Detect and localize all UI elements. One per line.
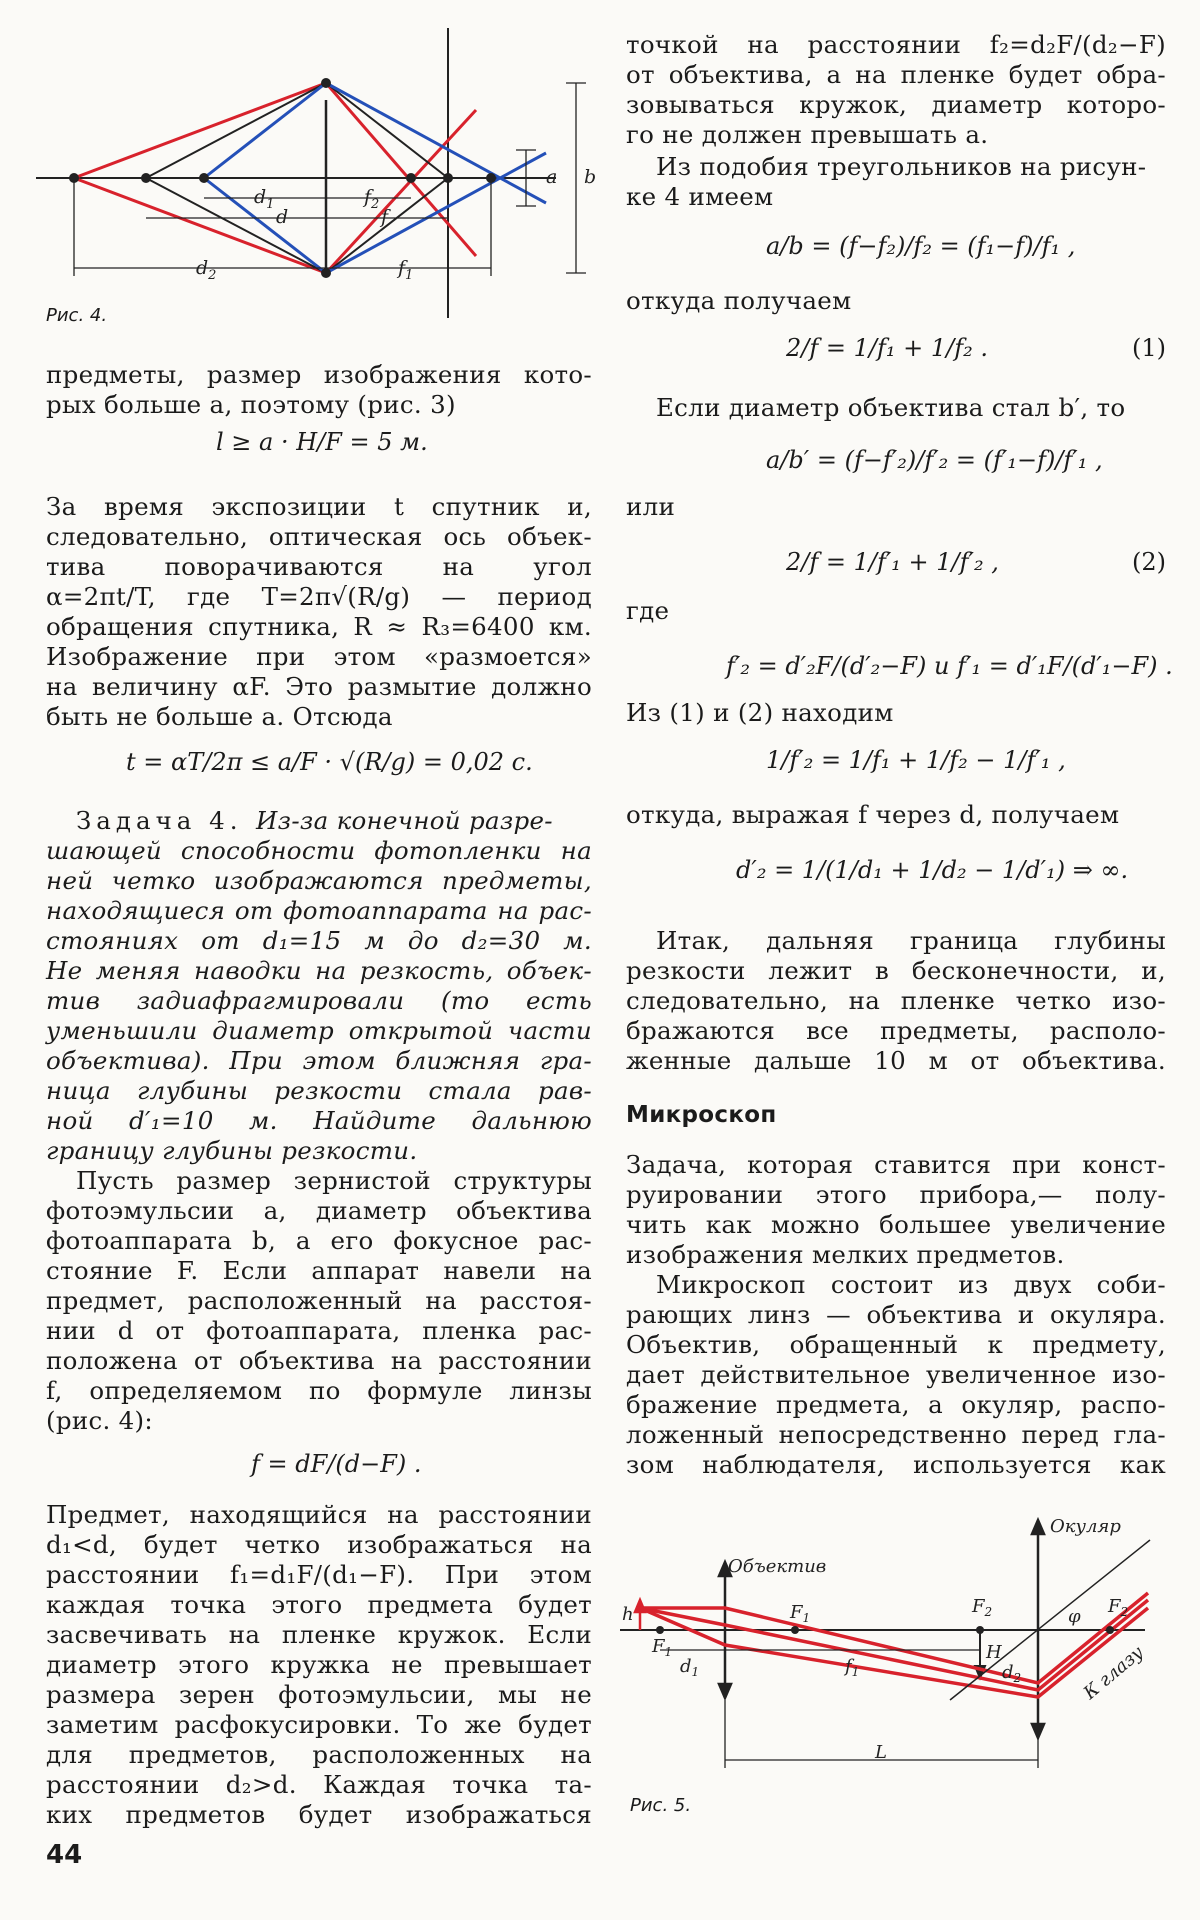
task4-line: находящиеся от фотоаппарата на рас- bbox=[46, 896, 592, 925]
fig4-label-f2: $f_2$ bbox=[364, 186, 380, 212]
fig4-label-d1: $d_1$ bbox=[254, 186, 275, 212]
left-p4-line: d₁<d, будет четко изображаться на bbox=[46, 1530, 592, 1559]
task4-line: объектива). При этом ближняя гра- bbox=[46, 1046, 592, 1075]
left-p4-line: заметим расфокусировки. То же будет bbox=[46, 1710, 592, 1739]
left-p4-line: Предмет, находящийся на расстоянии bbox=[46, 1500, 592, 1529]
fig5-label-h: h bbox=[622, 1604, 634, 1625]
left-p3-line: фотоаппарата b, а его фокусное рас- bbox=[46, 1226, 592, 1255]
right-p9-line: женные дальше 10 м от объектива. bbox=[626, 1046, 1166, 1075]
task4-line: тив задиафрагмировали (то есть bbox=[46, 986, 592, 1015]
left-p3-line: (рис. 4): bbox=[46, 1406, 153, 1435]
fig5-label-H: H bbox=[986, 1642, 1002, 1663]
right-p1-line: точкой на расстоянии f₂=d₂F/(d₂−F) bbox=[626, 30, 1166, 59]
task4-line: ней четко изображаются предметы, bbox=[46, 866, 592, 895]
right-p7: Из (1) и (2) находим bbox=[626, 698, 894, 727]
left-p2-line: следовательно, оптическая ось объек- bbox=[46, 522, 592, 551]
fig5-label-L: L bbox=[875, 1742, 887, 1763]
task4-line: Не меняя наводки на резкость, объек- bbox=[46, 956, 592, 985]
fig5-label-d1: $d_1$ bbox=[680, 1656, 700, 1679]
left-p4-line: расстоянии f₁=d₁F/(d₁−F). При этом bbox=[46, 1560, 592, 1589]
left-p3-line: нии d от фотоаппарата, пленка рас- bbox=[46, 1316, 592, 1345]
right-p4: Если диаметр объектива стал b′, то bbox=[656, 393, 1126, 422]
fig5-object-arrow bbox=[635, 1600, 645, 1630]
right-p5: или bbox=[626, 492, 676, 521]
left-p3-line: f, определяемом по формуле линзы bbox=[46, 1376, 592, 1405]
right-p11-line: бражение предмета, а окуляр, распо- bbox=[626, 1390, 1166, 1419]
fig4-caption: Рис. 4. bbox=[46, 305, 108, 326]
right-p10-line: чить как можно большее увеличение bbox=[626, 1210, 1166, 1239]
right-p11-line: Объектив, обращенный к предмету, bbox=[626, 1330, 1166, 1359]
left-p2-line: За время экспозиции t спутник и, bbox=[46, 492, 592, 521]
left-p2-line: быть не больше a. Отсюда bbox=[46, 702, 393, 731]
left-p2-line: α=2πt/T, где T=2π√(R/g) — период bbox=[46, 582, 592, 611]
left-eq-l: l ≥ a · H/F = 5 м. bbox=[216, 428, 428, 456]
left-p2-line: тива поворачиваются на угол bbox=[46, 552, 592, 581]
fig4-label-f: f bbox=[381, 206, 389, 228]
task4-line: границу глубины резкости. bbox=[46, 1136, 418, 1165]
right-p11-line: рающих линз — объектива и окуляра. bbox=[626, 1300, 1166, 1329]
right-eq-ab: a/b = (f−f₂)/f₂ = (f₁−f)/f₁ , bbox=[766, 232, 1076, 260]
task4-line: стояниях от d₁=15 м до d₂=30 м. bbox=[46, 926, 592, 955]
task4-line: уменьшили диаметр открытой части bbox=[46, 1016, 592, 1045]
fig5-label-F1b: $F_1$ bbox=[790, 1602, 811, 1625]
fig5-label-d2: $d_2$ bbox=[1002, 1662, 1022, 1685]
left-p3-line: Пусть размер зернистой структуры bbox=[76, 1166, 592, 1195]
right-eq-1: 2/f = 1/f₁ + 1/f₂ . bbox=[786, 334, 988, 362]
fig4-label-d2: $d_2$ bbox=[196, 257, 217, 283]
left-p4-line: диаметр этого кружка не превышает bbox=[46, 1650, 592, 1679]
task4-line: Из-за конечной разре- bbox=[256, 806, 553, 835]
fig5-label-objective: Объектив bbox=[728, 1556, 827, 1577]
figure-5 bbox=[620, 1500, 1180, 1800]
right-p2-line: ке 4 имеем bbox=[626, 182, 774, 211]
fig4-label-f1: $f_1$ bbox=[398, 257, 414, 283]
right-p10-line: руировании этого прибора,— полу- bbox=[626, 1180, 1166, 1209]
left-eq-t: t = αT/2π ≤ a/F · √(R/g) = 0,02 с. bbox=[126, 748, 533, 776]
fig5-label-F2a: $F_2$ bbox=[972, 1596, 993, 1619]
right-eq-d2: d′₂ = 1/(1/d₁ + 1/d₂ − 1/d′₁) ⇒ ∞. bbox=[736, 856, 1129, 884]
fig4-label-b: b bbox=[584, 166, 597, 188]
left-p4-line: каждая точка этого предмета будет bbox=[46, 1590, 592, 1619]
left-p3-line: фотоэмульсии a, диаметр объектива bbox=[46, 1196, 592, 1225]
fig4-label-a: a bbox=[546, 166, 558, 188]
fig5-label-F2b: $F_2$ bbox=[1108, 1596, 1129, 1619]
fig4-label-d: d bbox=[276, 206, 289, 228]
eq-number-2: (2) bbox=[1132, 548, 1166, 576]
section-heading: Микроскоп bbox=[626, 1102, 777, 1128]
left-p2-line: Изображение при этом «размоется» bbox=[46, 642, 592, 671]
right-p11-line: дает действительное увеличенное изо- bbox=[626, 1360, 1166, 1389]
left-p4-line: расстоянии d₂>d. Каждая точка та- bbox=[46, 1770, 592, 1799]
right-p1-line: зовываться кружок, диаметр которо- bbox=[626, 90, 1166, 119]
fig5-label-eyepiece: Окуляр bbox=[1050, 1516, 1121, 1537]
left-p2-line: на величину αF. Это размытие должно bbox=[46, 672, 592, 701]
right-p3: откуда получаем bbox=[626, 286, 852, 315]
right-p11-line: ложенный непосредственно перед гла- bbox=[626, 1420, 1166, 1449]
fig5-label-phi: φ bbox=[1068, 1606, 1081, 1627]
left-p4-line: размера зерен фотоэмульсии, мы не bbox=[46, 1680, 592, 1709]
right-p9-line: бражаются все предметы, располо- bbox=[626, 1016, 1166, 1045]
fig5-caption: Рис. 5. bbox=[630, 1795, 692, 1816]
right-p9-line: следовательно, на пленке четко изо- bbox=[626, 986, 1166, 1015]
right-p9-line: Итак, дальняя граница глубины bbox=[656, 926, 1166, 955]
left-eq-f: f = dF/(d−F) . bbox=[251, 1450, 422, 1478]
right-p6: где bbox=[626, 596, 670, 625]
left-p4-line: засвечивать на пленке кружок. Если bbox=[46, 1620, 592, 1649]
right-eq-f-prime: f′₂ = d′₂F/(d′₂−F) и f′₁ = d′₁F/(d′₁−F) . bbox=[726, 652, 1173, 680]
task4-line: шающей способности фотопленки на bbox=[46, 836, 592, 865]
task4-line: ной d′₁=10 м. Найдите дальнюю bbox=[46, 1106, 592, 1135]
right-p10-line: Задача, которая ставится при конст- bbox=[626, 1150, 1166, 1179]
right-p10-line: изображения мелких предметов. bbox=[626, 1240, 1065, 1269]
fig5-label-to-eye: К глазу bbox=[1079, 1641, 1148, 1704]
eq-number-1: (1) bbox=[1132, 334, 1166, 362]
right-p1-line: го не должен превышать a. bbox=[626, 120, 989, 149]
right-p2-line: Из подобия треугольников на рисун- bbox=[656, 152, 1147, 181]
left-p2-line: обращения спутника, R ≈ R₃=6400 км. bbox=[46, 612, 592, 641]
figure-4 bbox=[36, 28, 606, 328]
left-p3-line: стояние F. Если аппарат навели на bbox=[46, 1256, 592, 1285]
right-eq-1f2: 1/f′₂ = 1/f₁ + 1/f₂ − 1/f′₁ , bbox=[766, 746, 1066, 774]
right-p8: откуда, выражая f через d, получаем bbox=[626, 800, 1120, 829]
left-p1-line: рых больше a, поэтому (рис. 3) bbox=[46, 390, 456, 419]
left-p1-line: предметы, размер изображения кото- bbox=[46, 360, 592, 389]
right-eq-2: 2/f = 1/f′₁ + 1/f′₂ , bbox=[786, 548, 999, 576]
left-p3-line: предмет, расположенный на расстоя- bbox=[46, 1286, 592, 1315]
right-p1-line: от объектива, а на пленке будет обра- bbox=[626, 60, 1166, 89]
task4-line: ница глубины резкости стала рав- bbox=[46, 1076, 592, 1105]
right-p11-line: Микроскоп состоит из двух соби- bbox=[656, 1270, 1166, 1299]
right-eq-ab-prime: a/b′ = (f−f′₂)/f′₂ = (f′₁−f)/f′₁ , bbox=[766, 446, 1103, 474]
left-p4-line: для предметов, расположенных на bbox=[46, 1740, 592, 1769]
right-p9-line: резкости лежит в бесконечности, и, bbox=[626, 956, 1166, 985]
task4-label: Задача 4. bbox=[76, 806, 243, 835]
fig5-label-f1: $f_1$ bbox=[845, 1656, 860, 1679]
left-p3-line: положена от объектива на расстоянии bbox=[46, 1346, 592, 1375]
fig5-label-F1a: $F_1$ bbox=[652, 1636, 673, 1659]
right-p11-line: зом наблюдателя, используется как bbox=[626, 1450, 1166, 1479]
left-p4-line: ких предметов будет изображаться bbox=[46, 1800, 592, 1829]
page-number: 44 bbox=[46, 1840, 83, 1870]
